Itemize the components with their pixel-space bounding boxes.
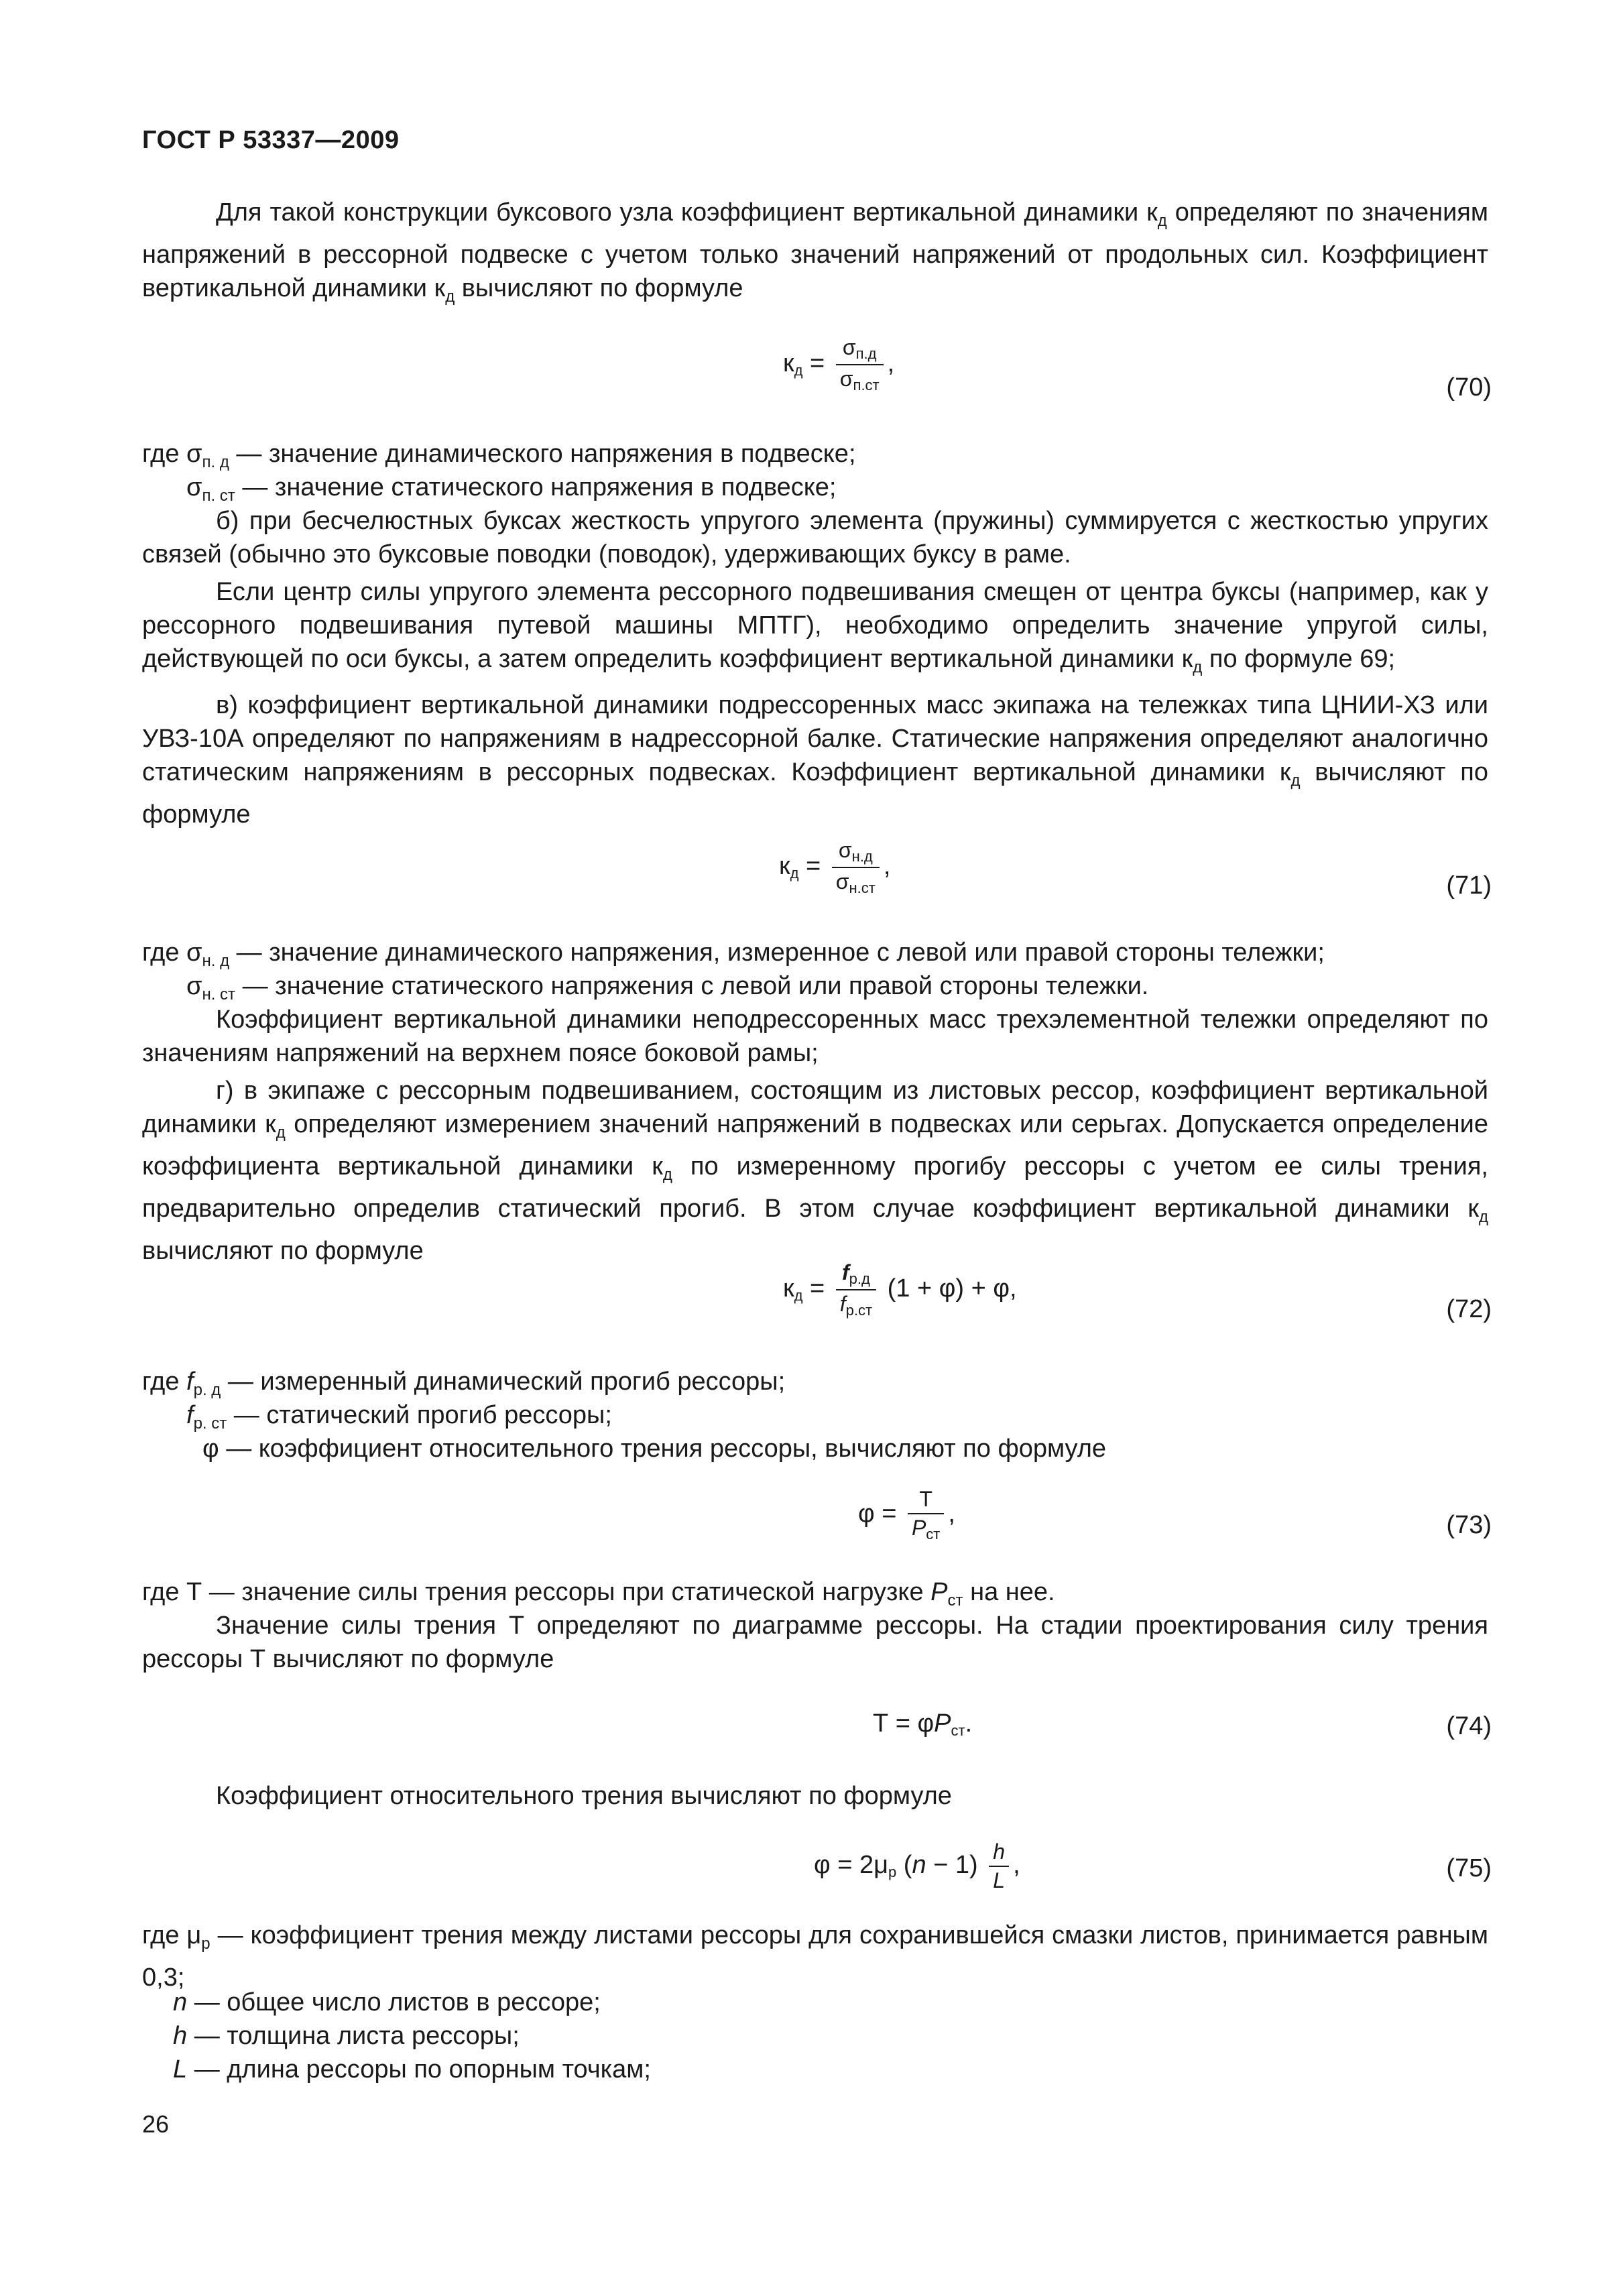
intro-sub-1: д	[1157, 212, 1167, 230]
fraction-numerator: h	[989, 1839, 1009, 1867]
definition-line: $\sigma_{н. ст}$ — значение статического напряжения с левой или правой стороны тележки.	[186, 972, 1149, 1004]
fraction-numerator: T	[908, 1487, 944, 1514]
definition-line: где Т — значение силы трения рессоры при статической нагрузке $P_{ст}$ на нее.	[142, 1578, 1055, 1610]
paragraph-rel-text: Коэффициент относительного трения вычисляют по формуле	[216, 1782, 952, 1810]
definition-line: h — толщина листа рессоры;	[173, 2022, 520, 2050]
fraction-denominator: L	[993, 1868, 1006, 1892]
fraction-denominator: fр.ст	[839, 1292, 873, 1319]
paragraph-b	[142, 504, 1488, 831]
definition-line: n — общее число листов в рессоре;	[173, 1988, 601, 2016]
paragraph-center: Если центр силы упругого элемента рессорного подвешивания смещен от центра буксы (например, как у рессорного подвешивания путевой машины МПТГ), необходимо определить значение упругой силы, действующей по оси буксы, а затем определить коэффициент вертикальной динамики $к_д$ по формуле 69;	[142, 578, 1488, 676]
paragraph-v: в) коэффициент вертикальной динамики подрессоренных масс экипажа на тележках типа ЦНИИ-ХЗ или УВЗ-10А определяют по напряжениям в надрессорной балке. Статические напряжения определяют аналогично статическим напряжениям в рессорных подвесках. Коэффициент вертикальной динамики $к_д$ вычисляют по формуле	[142, 691, 1489, 829]
paragraph-unsprung	[142, 1003, 1488, 1268]
definition-line: где $f_{р. д}$ — измеренный динамический прогиб рессоры;	[142, 1368, 786, 1399]
formula-73: φ = $\frac{T}{\text{Pст}}$ ,	[858, 1487, 955, 1543]
fraction-denominator: σп.ст	[839, 367, 880, 394]
formula-70: кд = $\frac{\sigma п.д}{\sigma п.ст}$ ,	[783, 335, 895, 394]
intro-text-1: Для такой конструкции буксового узла коэффициент вертикальной динамики к	[216, 198, 1158, 227]
definition-line: φ — коэффициент относительного трения рессоры, вычисляют по формуле	[202, 1435, 1106, 1463]
intro-sub-2: д	[445, 288, 455, 306]
fraction	[989, 1839, 1009, 1893]
paragraph-friction	[142, 1609, 1488, 1676]
intro-text-3: вычисляют по формуле	[455, 274, 743, 302]
definition-line: $\sigma_{п. ст}$ — значение статического напряжения в подвеске;	[186, 473, 837, 505]
fraction-numerator: fр.д	[836, 1260, 876, 1290]
fraction	[836, 335, 884, 394]
fraction-denominator: σн.ст	[835, 869, 876, 896]
formula-lhs-sub: д	[794, 362, 803, 379]
paragraph-b-text: б) при бесчелюстных буксах жесткость упругого элемента (пружины) суммируется с жесткостью упругих связей (обычно это буксовые поводки (поводок), удерживающих буксу в раме.	[142, 507, 1488, 568]
equation-number-74: (74)	[1446, 1712, 1492, 1740]
definition-line: $f_{р. ст}$ — статический прогиб рессоры;	[186, 1401, 612, 1433]
definition-line: L — длина рессоры по опорным точкам;	[173, 2055, 651, 2083]
definition-line: где $\mu_р$ — коэффициент трения между листами рессоры для сохранившейся смазки листов, принимается равным 0,3;	[142, 1921, 1488, 1992]
equation-number-71: (71)	[1446, 871, 1492, 900]
definition-line: где $\sigma_{н. д}$ — значение динамического напряжения, измеренное с левой или правой стороны тележки;	[142, 939, 1325, 970]
equation-number-75: (75)	[1446, 1854, 1492, 1882]
document-header: ГОСТ Р 53337—2009	[142, 126, 400, 154]
formula-75: φ = 2μр (n − 1) $\frac{h}{L}$ ,	[814, 1839, 1020, 1892]
intro-paragraph	[142, 196, 1488, 314]
formula-lhs: к	[783, 349, 794, 378]
definition-line: где $\sigma_{п. д}$ — значение динамического напряжения в подвеске;	[142, 440, 856, 471]
page-number: 26	[142, 2110, 170, 2138]
fraction-denominator: Pст	[911, 1516, 941, 1543]
fraction	[832, 838, 880, 897]
paragraph-unsprung-text: Коэффициент вертикальной динамики неподрессоренных масс трехэлементной тележки определяют по значениям напряжений на верхнем поясе боковой рамы;	[142, 1006, 1488, 1067]
equation-number-72: (72)	[1446, 1295, 1492, 1323]
formula-74: Т = φPст.	[873, 1709, 973, 1739]
equation-number-73: (73)	[1446, 1511, 1492, 1539]
paragraph-relative-friction	[142, 1779, 1488, 1813]
fraction-numerator: σп.д	[836, 335, 884, 365]
intro-text-2: определяют по значениям напряжений в рессорной подвеске с учетом только значений напряжений от продольных сил. Коэффициент вертикальной динамики к	[142, 198, 1488, 302]
paragraph-g: г) в экипаже с рессорным подвешиванием, состоящим из листовых рессор, коэффициент вертикальной динамики $к_д$ определяют измерением значений напряжений в подвесках или серьгах. Допускается определение коэффициента вертикальной динамики $к_д$ по измеренному прогибу рессоры с учетом ее силы трения, предварительно определив статический прогиб. В этом случае коэффициент вертикальной динамики $к_д$ вычисляют по формуле	[142, 1077, 1488, 1265]
equation-number-70: (70)	[1446, 373, 1492, 402]
fraction-numerator: σн.д	[832, 838, 880, 868]
formula-72: кд = $\frac{fр.д}{fр.ст}$ (1 + φ) + φ,	[783, 1260, 1017, 1319]
formula-tail: ,	[887, 349, 895, 378]
fraction	[836, 1260, 876, 1319]
formula-71: кд = $\frac{\sigma н.д}{\sigma н.ст}$ ,	[779, 838, 891, 896]
fraction	[908, 1487, 944, 1543]
paragraph-friction-text: Значение силы трения Т определяют по диаграмме рессоры. На стадии проектирования силу трения рессоры Т вычисляют по формуле	[142, 1612, 1488, 1673]
